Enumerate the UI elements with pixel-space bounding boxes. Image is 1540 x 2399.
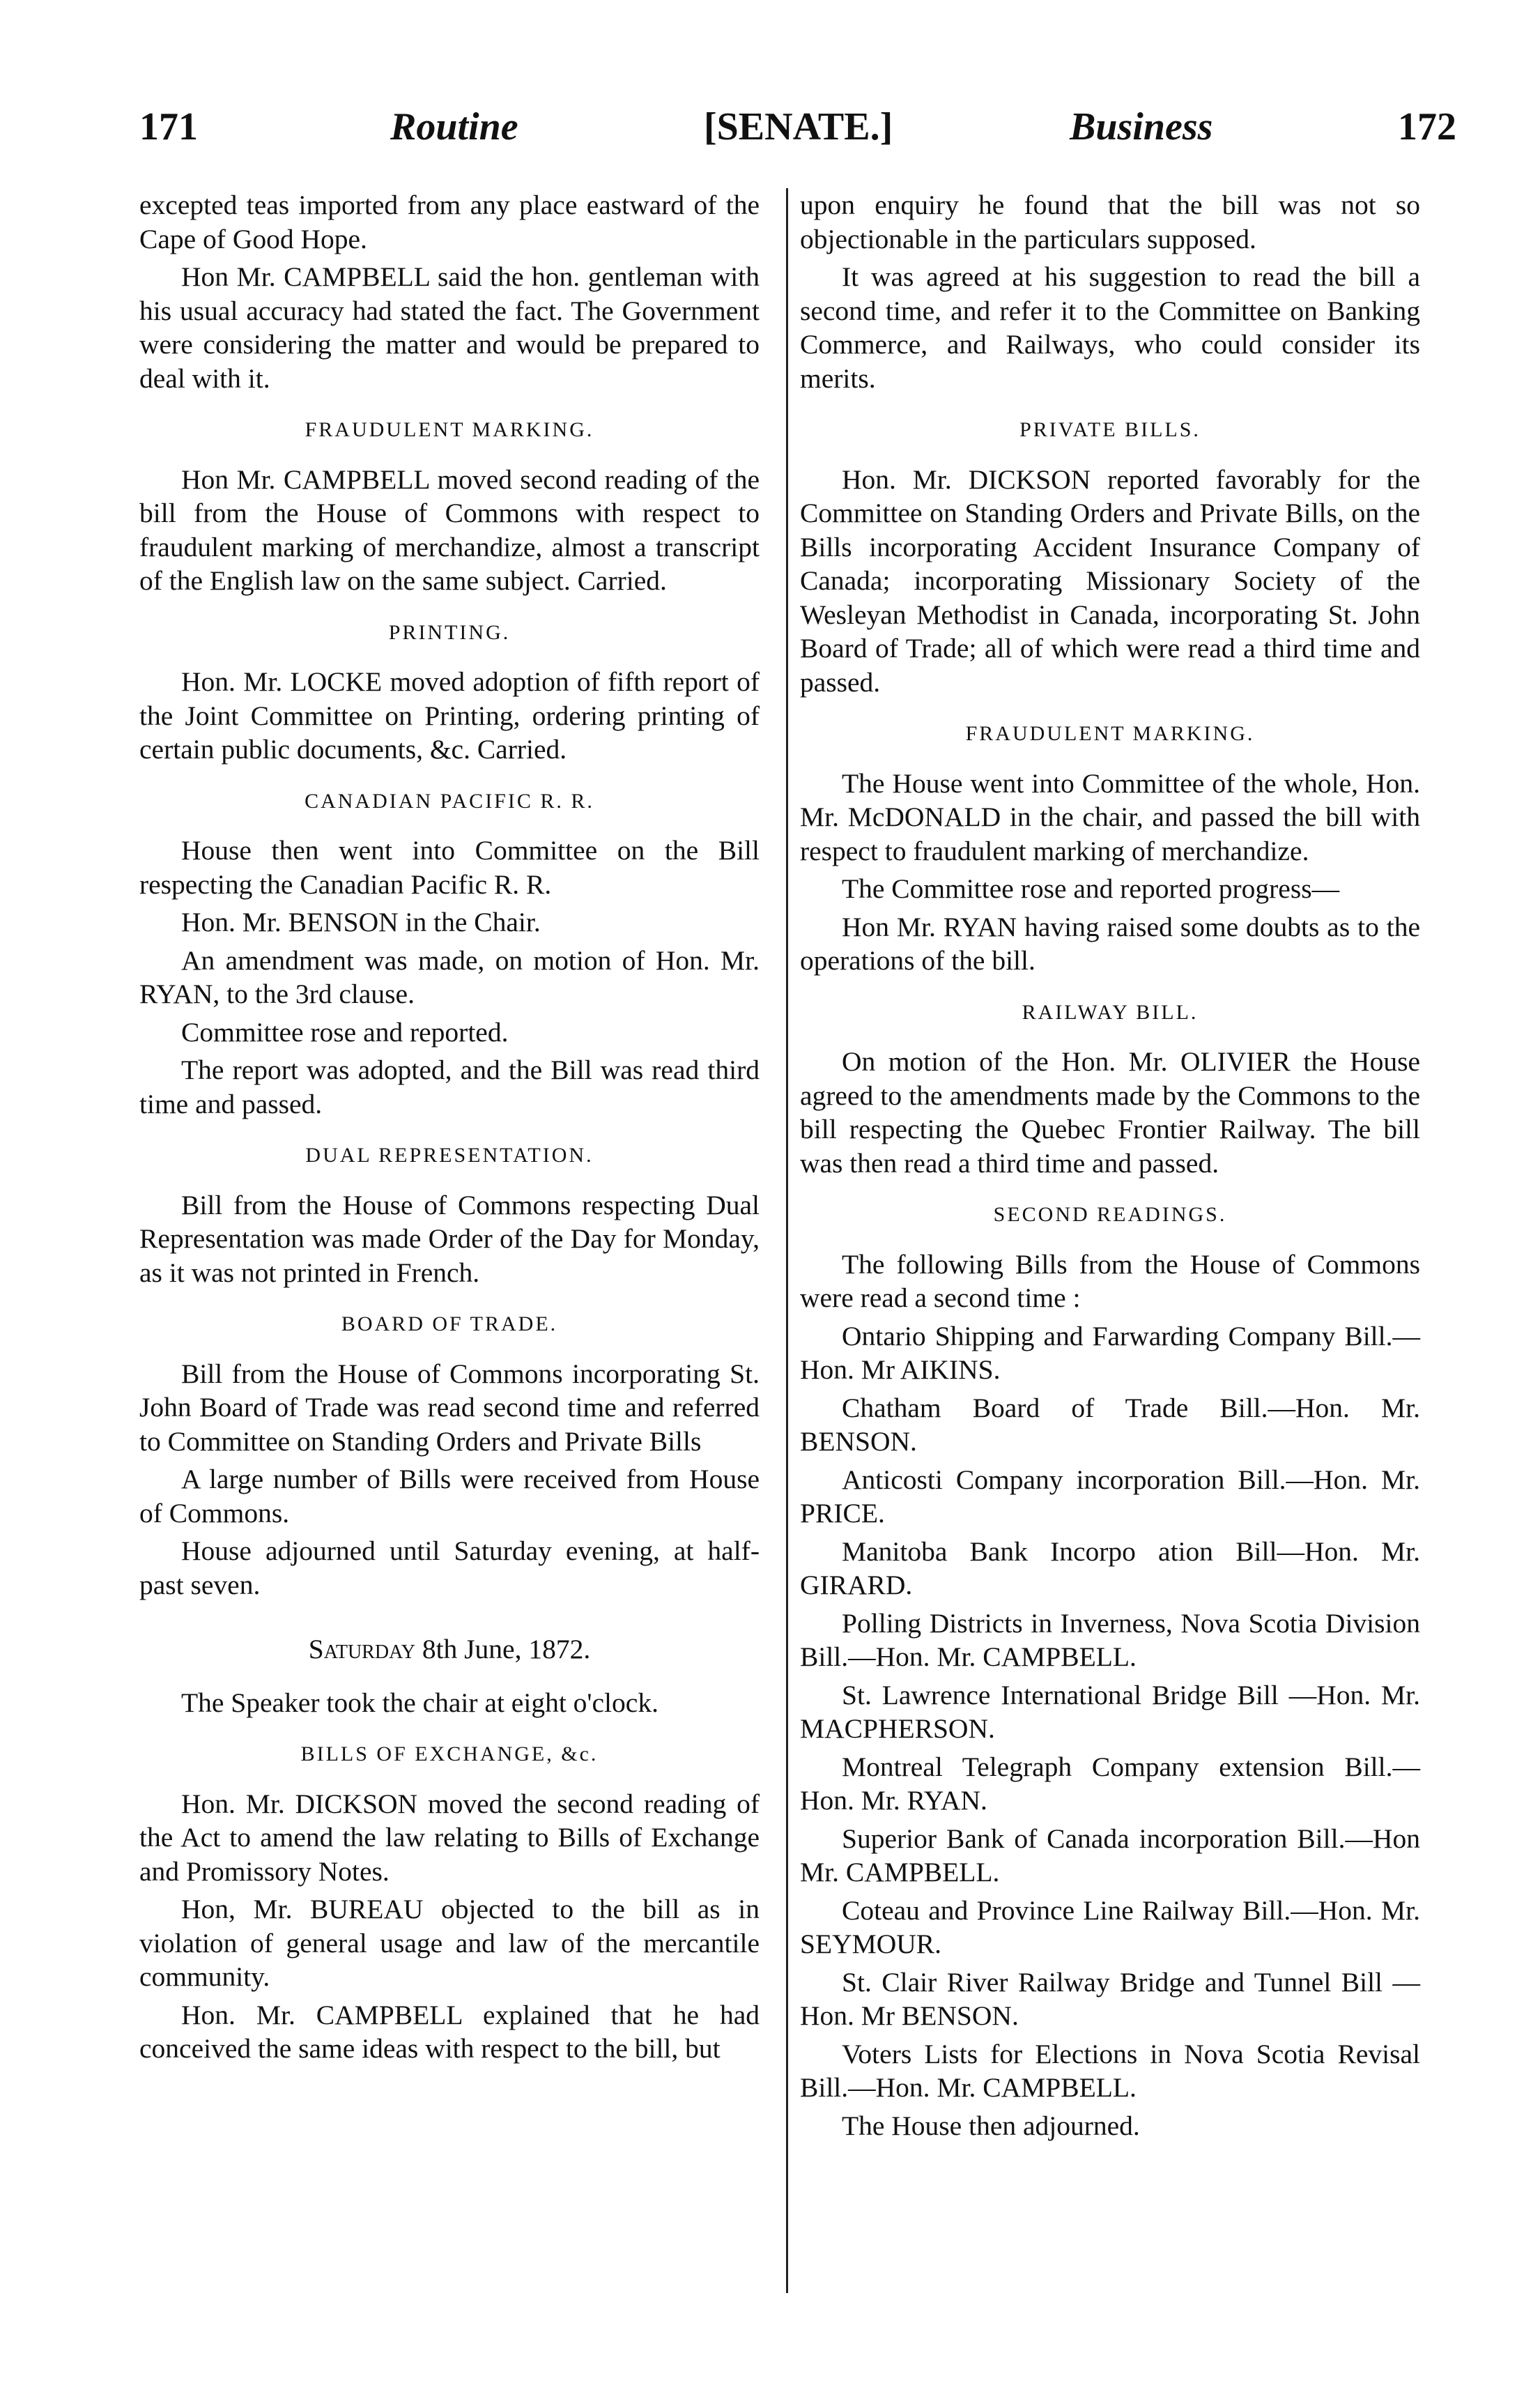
paragraph: House then went into Committee on the Bill respecting the Canadian Pacific R. R. bbox=[139, 835, 760, 900]
section-heading: BOARD OF TRADE. bbox=[341, 1312, 558, 1335]
paragraph: It was agreed at his suggestion to read the bill a second time, and refer it to the Committee on Banking Commerce, and Railways, who could consider its merits. bbox=[800, 261, 1420, 394]
paragraph: Anticosti Company incorporation Bill.—Hon. Mr. PRICE. bbox=[800, 1464, 1420, 1528]
paragraph: The House then adjourned. bbox=[842, 2110, 1140, 2141]
paragraph: House adjourned until Saturday evening, at half-past seven. bbox=[139, 1535, 760, 1600]
dateline-day: Saturday bbox=[308, 1634, 415, 1664]
paragraph: St. Clair River Railway Bridge and Tunnel Bill —Hon. Mr BENSON. bbox=[800, 1966, 1420, 2031]
page-header bbox=[139, 105, 1456, 167]
paragraph: Manitoba Bank Incorpo ation Bill—Hon. Mr. GIRARD. bbox=[800, 1535, 1420, 1600]
dateline-date: 8th June, 1872. bbox=[415, 1634, 591, 1664]
paragraph: On motion of the Hon. Mr. OLIVIER the House agreed to the amendments made by the Commons to the bill respecting the Quebec Frontier Railway. The bill was then read a third time and passed. bbox=[800, 1046, 1420, 1179]
paragraph: The following Bills from the House of Commons were read a second time : bbox=[800, 1248, 1420, 1313]
paragraph: The House went into Committee of the whole, Hon. Mr. McDONALD in the chair, and passed the bill with respect to fraudulent marking of merchandize. bbox=[800, 767, 1420, 866]
section-heading: DUAL REPRESENTATION. bbox=[305, 1144, 594, 1167]
right-column bbox=[800, 188, 1420, 2147]
section-heading: CANADIAN PACIFIC R. R. bbox=[305, 789, 594, 813]
dateline bbox=[139, 1632, 760, 1666]
paragraph: Hon Mr. RYAN having raised some doubts as to the operations of the bill. bbox=[800, 911, 1420, 976]
section-heading: BILLS OF EXCHANGE, &c. bbox=[300, 1742, 599, 1765]
section-heading: FRAUDULENT MARKING. bbox=[965, 722, 1255, 745]
paragraph: Committee rose and reported. bbox=[181, 1016, 509, 1048]
paragraph: Ontario Shipping and Farwarding Company Bill.—Hon. Mr AIKINS. bbox=[800, 1320, 1420, 1385]
running-head-right: Business bbox=[1070, 105, 1213, 148]
paragraph: Polling Districts in Inverness, Nova Scotia Division Bill.—Hon. Mr. CAMPBELL. bbox=[800, 1607, 1420, 1672]
paragraph: Hon. Mr. CAMPBELL explained that he had conceived the same ideas with respect to the bill, but bbox=[139, 1999, 760, 2064]
paragraph: Montreal Telegraph Company extension Bill.—Hon. Mr. RYAN. bbox=[800, 1751, 1420, 1816]
page-number-right: 172 bbox=[1398, 105, 1456, 148]
paragraph: Hon. Mr. DICKSON reported favorably for the Committee on Standing Orders and Private Bills, on the Bills incorporating Accident Insurance Company of Canada; incorporating Missionary Society of the Wesleyan Methodist in Canada, incorporating St. John Board of Trade; all of which were read a third time and passed. bbox=[800, 463, 1420, 698]
page-number-left: 171 bbox=[139, 105, 198, 148]
paragraph: Voters Lists for Elections in Nova Scotia Revisal Bill.—Hon. Mr. CAMPBELL. bbox=[800, 2038, 1420, 2103]
paragraph: Hon. Mr. BENSON in the Chair. bbox=[181, 907, 541, 937]
paragraph: A large number of Bills were received from House of Commons. bbox=[139, 1464, 760, 1528]
running-head-center: [SENATE.] bbox=[704, 105, 893, 148]
paragraph: Hon. Mr. LOCKE moved adoption of fifth report of the Joint Committee on Printing, ordering printing of certain public documents, &c. Carried. bbox=[139, 666, 760, 765]
section-heading: PRIVATE BILLS. bbox=[1019, 418, 1201, 441]
paragraph: Chatham Board of Trade Bill.—Hon. Mr. BENSON. bbox=[800, 1392, 1420, 1457]
paragraph: excepted teas imported from any place eastward of the Cape of Good Hope. bbox=[139, 190, 760, 254]
paragraph: The Speaker took the chair at eight o'clock. bbox=[181, 1687, 659, 1718]
paragraph: Hon Mr. CAMPBELL said the hon. gentleman with his usual accuracy had stated the fact. The Government were considering the matter and would be prepared to deal with it. bbox=[139, 261, 760, 394]
paragraph: Hon Mr. CAMPBELL moved second reading of the bill from the House of Commons with respect to fraudulent marking of merchandize, almost a transcript of the English law on the same subject. Carried. bbox=[139, 463, 760, 596]
paragraph: An amendment was made, on motion of Hon. Mr. RYAN, to the 3rd clause. bbox=[139, 944, 760, 1009]
section-heading: PRINTING. bbox=[388, 620, 511, 644]
paragraph: The report was adopted, and the Bill was read third time and passed. bbox=[139, 1055, 760, 1119]
section-heading: SECOND READINGS. bbox=[993, 1203, 1227, 1226]
paragraph: Hon. Mr. DICKSON moved the second reading of the Act to amend the law relating to Bills of Exchange and Promissory Notes. bbox=[139, 1788, 760, 1887]
left-column bbox=[139, 188, 760, 2070]
paragraph: St. Lawrence International Bridge Bill —Hon. Mr. MACPHERSON. bbox=[800, 1679, 1420, 1744]
section-heading: FRAUDULENT MARKING. bbox=[305, 418, 594, 441]
paragraph: upon enquiry he found that the bill was not so objectionable in the particulars supposed. bbox=[800, 190, 1420, 254]
paragraph: Hon, Mr. BUREAU objected to the bill as in violation of general usage and law of the mercantile community. bbox=[139, 1894, 760, 1992]
paragraph: Superior Bank of Canada incorporation Bill.—Hon Mr. CAMPBELL. bbox=[800, 1823, 1420, 1887]
paragraph: Bill from the House of Commons respecting Dual Representation was made Order of the Day for Monday, as it was not printed in French. bbox=[139, 1189, 760, 1288]
paragraph: Coteau and Province Line Railway Bill.—Hon. Mr. SEYMOUR. bbox=[800, 1894, 1420, 1959]
paragraph: Bill from the House of Commons incorporating St. John Board of Trade was read second time and referred to Committee on Standing Orders and Private Bills bbox=[139, 1358, 760, 1457]
section-heading: RAILWAY BILL. bbox=[1022, 1000, 1199, 1024]
paragraph: The Committee rose and reported progress— bbox=[842, 873, 1340, 904]
running-head-left: Routine bbox=[390, 105, 518, 148]
column-divider bbox=[786, 188, 788, 2293]
